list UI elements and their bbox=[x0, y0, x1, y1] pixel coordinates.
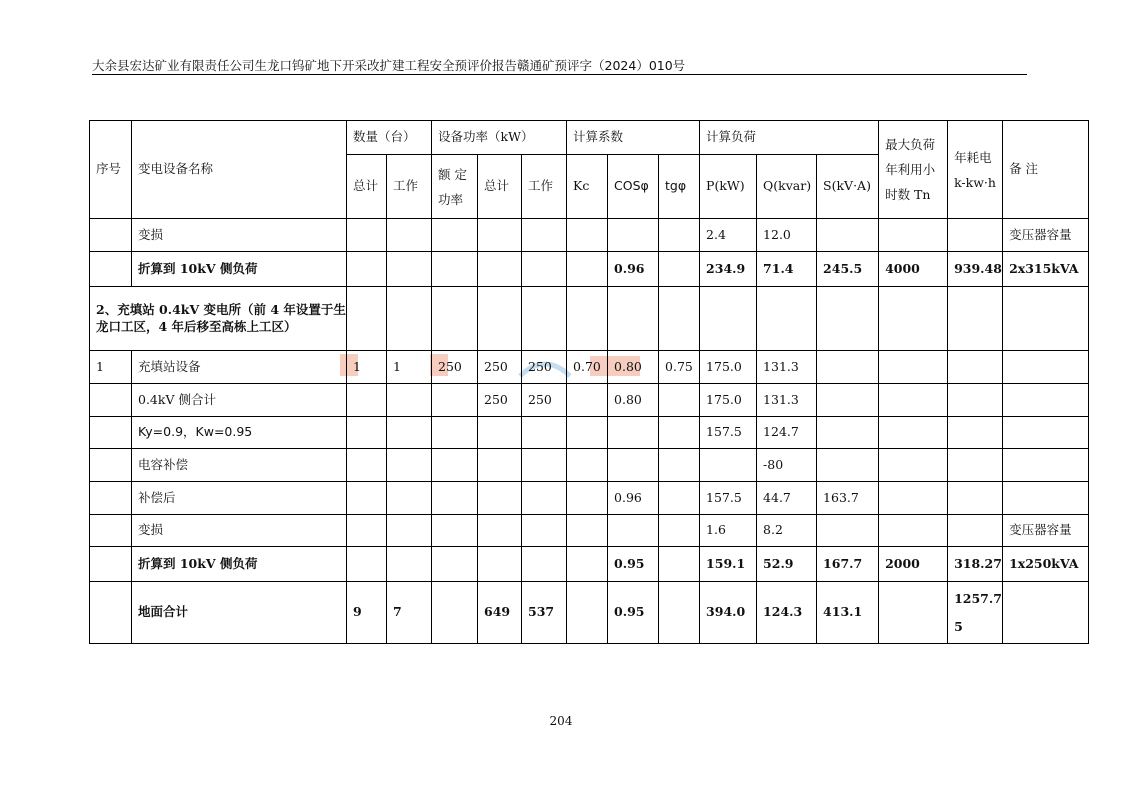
cell-power-total bbox=[478, 482, 522, 515]
table-row-total bbox=[90, 582, 1089, 644]
cell-remark bbox=[1003, 384, 1089, 417]
cell-qty-work bbox=[387, 252, 432, 287]
cell-power-rated bbox=[432, 219, 478, 252]
cell-tmax bbox=[879, 515, 948, 547]
cell-p: 2.4 bbox=[700, 219, 757, 252]
cell-kc bbox=[567, 252, 608, 287]
empty-cell bbox=[817, 287, 879, 351]
cell-q: 71.4 bbox=[757, 252, 817, 287]
cell-s: 163.7 bbox=[817, 482, 879, 515]
cell-qty-total bbox=[347, 515, 387, 547]
cell-power-total bbox=[478, 219, 522, 252]
col-header-power-rated: 额 定 功率 bbox=[432, 155, 478, 219]
col-header-cos: COSφ bbox=[608, 155, 659, 219]
empty-cell bbox=[432, 287, 478, 351]
cell-tg bbox=[659, 547, 700, 582]
empty-cell bbox=[757, 287, 817, 351]
cell-qty-total: 1 bbox=[347, 351, 387, 384]
cell-qty-total bbox=[347, 384, 387, 417]
cell-qty-total bbox=[347, 449, 387, 482]
cell-power-rated bbox=[432, 515, 478, 547]
cell-kc: 0.70 bbox=[567, 351, 608, 384]
cell-cos bbox=[608, 515, 659, 547]
cell-tg bbox=[659, 219, 700, 252]
empty-cell bbox=[387, 287, 432, 351]
cell-q: 44.7 bbox=[757, 482, 817, 515]
cell-tmax: 4000 bbox=[879, 252, 948, 287]
empty-cell bbox=[1003, 287, 1089, 351]
section-row bbox=[90, 287, 1089, 351]
empty-cell bbox=[567, 287, 608, 351]
cell-power-work bbox=[522, 547, 567, 582]
cell-name: 充填站设备 bbox=[132, 351, 347, 384]
col-header-qty: 数量（台） bbox=[347, 121, 432, 155]
cell-power-rated bbox=[432, 482, 478, 515]
cell-energy bbox=[948, 449, 1003, 482]
cell-p bbox=[700, 449, 757, 482]
cell-p: 234.9 bbox=[700, 252, 757, 287]
cell-s bbox=[817, 219, 879, 252]
cell-kc bbox=[567, 384, 608, 417]
col-header-energy: 年耗电 k-kw·h bbox=[948, 121, 1003, 219]
cell-no bbox=[90, 515, 132, 547]
col-header-power-work: 工作 bbox=[522, 155, 567, 219]
cell-power-work bbox=[522, 515, 567, 547]
cell-power-work bbox=[522, 482, 567, 515]
cell-power-work bbox=[522, 252, 567, 287]
cell-remark: 变压器容量 bbox=[1003, 515, 1089, 547]
cell-kc bbox=[567, 417, 608, 449]
cell-energy bbox=[948, 351, 1003, 384]
cell-tmax bbox=[879, 219, 948, 252]
col-header-qty-total: 总计 bbox=[347, 155, 387, 219]
cell-power-work bbox=[522, 219, 567, 252]
header-divider bbox=[92, 74, 1027, 75]
cell-cos bbox=[608, 417, 659, 449]
cell-remark bbox=[1003, 582, 1089, 644]
cell-tmax bbox=[879, 417, 948, 449]
table-row bbox=[90, 351, 1089, 384]
cell-tmax bbox=[879, 384, 948, 417]
cell-no bbox=[90, 547, 132, 582]
cell-qty-total bbox=[347, 547, 387, 582]
table-row bbox=[90, 252, 1089, 287]
cell-power-rated bbox=[432, 547, 478, 582]
cell-qty-work bbox=[387, 417, 432, 449]
cell-s bbox=[817, 417, 879, 449]
cell-p: 175.0 bbox=[700, 384, 757, 417]
empty-cell bbox=[948, 287, 1003, 351]
cell-q: 8.2 bbox=[757, 515, 817, 547]
cell-power-work bbox=[522, 449, 567, 482]
cell-p: 1.6 bbox=[700, 515, 757, 547]
cell-power-total bbox=[478, 449, 522, 482]
cell-name: 变损 bbox=[132, 219, 347, 252]
table-row bbox=[90, 482, 1089, 515]
col-header-name: 变电设备名称 bbox=[132, 121, 347, 219]
cell-tmax bbox=[879, 449, 948, 482]
cell-cos: 0.96 bbox=[608, 482, 659, 515]
col-header-power: 设备功率（kW） bbox=[432, 121, 567, 155]
col-header-kc: Kc bbox=[567, 155, 608, 219]
cell-s bbox=[817, 351, 879, 384]
cell-tg bbox=[659, 417, 700, 449]
cell-kc bbox=[567, 547, 608, 582]
cell-q: 131.3 bbox=[757, 384, 817, 417]
cell-tmax bbox=[879, 482, 948, 515]
cell-q: 52.9 bbox=[757, 547, 817, 582]
cell-cos: 0.95 bbox=[608, 547, 659, 582]
cell-q: 124.3 bbox=[757, 582, 817, 644]
col-header-tmax: 最大负荷年利用小时数 Tn bbox=[879, 121, 948, 219]
cell-p: 175.0 bbox=[700, 351, 757, 384]
cell-s bbox=[817, 449, 879, 482]
col-header-q: Q(kvar) bbox=[757, 155, 817, 219]
cell-kc bbox=[567, 582, 608, 644]
cell-energy: 1257.75 bbox=[948, 582, 1003, 644]
cell-name: 电容补偿 bbox=[132, 449, 347, 482]
cell-no bbox=[90, 582, 132, 644]
cell-kc bbox=[567, 449, 608, 482]
cell-tg bbox=[659, 252, 700, 287]
cell-s bbox=[817, 515, 879, 547]
cell-cos bbox=[608, 449, 659, 482]
col-header-qty-work: 工作 bbox=[387, 155, 432, 219]
cell-name: 补偿后 bbox=[132, 482, 347, 515]
cell-kc bbox=[567, 219, 608, 252]
cell-tg bbox=[659, 384, 700, 417]
cell-qty-work bbox=[387, 547, 432, 582]
cell-p: 394.0 bbox=[700, 582, 757, 644]
cell-qty-total bbox=[347, 482, 387, 515]
col-header-p: P(kW) bbox=[700, 155, 757, 219]
cell-cos: 0.80 bbox=[608, 351, 659, 384]
cell-name: Ky=0.9，Kw=0.95 bbox=[132, 417, 347, 449]
cell-name: 折算到 10kV 侧负荷 bbox=[132, 547, 347, 582]
table-row bbox=[90, 384, 1089, 417]
col-header-remark: 备 注 bbox=[1003, 121, 1089, 219]
cell-q: 124.7 bbox=[757, 417, 817, 449]
cell-kc bbox=[567, 482, 608, 515]
empty-cell bbox=[659, 287, 700, 351]
cell-energy bbox=[948, 219, 1003, 252]
cell-tg bbox=[659, 515, 700, 547]
cell-remark bbox=[1003, 351, 1089, 384]
col-header-coef: 计算系数 bbox=[567, 121, 700, 155]
cell-qty-work bbox=[387, 515, 432, 547]
cell-s: 413.1 bbox=[817, 582, 879, 644]
cell-power-rated: 250 bbox=[432, 351, 478, 384]
table-row bbox=[90, 449, 1089, 482]
cell-power-total: 250 bbox=[478, 351, 522, 384]
cell-no bbox=[90, 384, 132, 417]
cell-power-work: 537 bbox=[522, 582, 567, 644]
cell-qty-work bbox=[387, 384, 432, 417]
cell-no bbox=[90, 252, 132, 287]
table-row bbox=[90, 417, 1089, 449]
cell-name: 折算到 10kV 侧负荷 bbox=[132, 252, 347, 287]
cell-tmax: 2000 bbox=[879, 547, 948, 582]
cell-kc bbox=[567, 515, 608, 547]
cell-p: 159.1 bbox=[700, 547, 757, 582]
cell-cos: 0.95 bbox=[608, 582, 659, 644]
col-header-load: 计算负荷 bbox=[700, 121, 879, 155]
table-row bbox=[90, 219, 1089, 252]
table-header-row bbox=[90, 121, 1089, 155]
cell-power-total bbox=[478, 515, 522, 547]
cell-no bbox=[90, 219, 132, 252]
cell-energy bbox=[948, 384, 1003, 417]
cell-energy bbox=[948, 515, 1003, 547]
cell-power-rated bbox=[432, 252, 478, 287]
col-header-tg: tgφ bbox=[659, 155, 700, 219]
cell-qty-work bbox=[387, 449, 432, 482]
cell-qty-total: 9 bbox=[347, 582, 387, 644]
cell-p: 157.5 bbox=[700, 417, 757, 449]
cell-power-total bbox=[478, 547, 522, 582]
cell-no: 1 bbox=[90, 351, 132, 384]
cell-name: 变损 bbox=[132, 515, 347, 547]
cell-remark: 2x315kVA bbox=[1003, 252, 1089, 287]
cell-qty-work: 7 bbox=[387, 582, 432, 644]
cell-cos bbox=[608, 219, 659, 252]
empty-cell bbox=[879, 287, 948, 351]
load-calculation-table bbox=[89, 120, 1089, 644]
cell-qty-work bbox=[387, 219, 432, 252]
table-row bbox=[90, 547, 1089, 582]
empty-cell bbox=[700, 287, 757, 351]
cell-tmax bbox=[879, 582, 948, 644]
cell-s: 245.5 bbox=[817, 252, 879, 287]
col-header-s: S(kV·A) bbox=[817, 155, 879, 219]
cell-qty-work: 1 bbox=[387, 351, 432, 384]
table-row bbox=[90, 515, 1089, 547]
cell-energy: 939.48 bbox=[948, 252, 1003, 287]
cell-power-work: 250 bbox=[522, 351, 567, 384]
empty-cell bbox=[522, 287, 567, 351]
cell-power-total: 649 bbox=[478, 582, 522, 644]
cell-remark bbox=[1003, 482, 1089, 515]
cell-tg: 0.75 bbox=[659, 351, 700, 384]
cell-tg bbox=[659, 482, 700, 515]
section-heading: 2、充填站 0.4kV 变电所（前 4 年设置于生龙口工区，4 年后移至高栋上工区） bbox=[90, 287, 347, 351]
cell-tmax bbox=[879, 351, 948, 384]
cell-remark: 1x250kVA bbox=[1003, 547, 1089, 582]
cell-power-work: 250 bbox=[522, 384, 567, 417]
cell-energy bbox=[948, 417, 1003, 449]
cell-cos: 0.80 bbox=[608, 384, 659, 417]
col-header-no: 序号 bbox=[90, 121, 132, 219]
cell-remark bbox=[1003, 417, 1089, 449]
cell-remark bbox=[1003, 449, 1089, 482]
cell-power-rated bbox=[432, 449, 478, 482]
cell-power-total bbox=[478, 417, 522, 449]
cell-name: 地面合计 bbox=[132, 582, 347, 644]
cell-qty-work bbox=[387, 482, 432, 515]
col-header-power-total: 总计 bbox=[478, 155, 522, 219]
cell-q: 131.3 bbox=[757, 351, 817, 384]
cell-qty-total bbox=[347, 252, 387, 287]
cell-power-rated bbox=[432, 384, 478, 417]
cell-energy: 318.27 bbox=[948, 547, 1003, 582]
empty-cell bbox=[347, 287, 387, 351]
cell-power-total bbox=[478, 252, 522, 287]
cell-no bbox=[90, 449, 132, 482]
cell-no bbox=[90, 417, 132, 449]
cell-power-rated bbox=[432, 582, 478, 644]
empty-cell bbox=[478, 287, 522, 351]
cell-p: 157.5 bbox=[700, 482, 757, 515]
cell-remark: 变压器容量 bbox=[1003, 219, 1089, 252]
cell-qty-total bbox=[347, 219, 387, 252]
cell-tg bbox=[659, 582, 700, 644]
page-number: 204 bbox=[549, 714, 573, 728]
empty-cell bbox=[608, 287, 659, 351]
cell-s bbox=[817, 384, 879, 417]
cell-no bbox=[90, 482, 132, 515]
cell-power-total: 250 bbox=[478, 384, 522, 417]
cell-cos: 0.96 bbox=[608, 252, 659, 287]
cell-q: -80 bbox=[757, 449, 817, 482]
cell-qty-total bbox=[347, 417, 387, 449]
cell-name: 0.4kV 侧合计 bbox=[132, 384, 347, 417]
document-header: 大余县宏达矿业有限责任公司生龙口钨矿地下开采改扩建工程安全预评价报告赣通矿预评字（2024）010号 bbox=[92, 58, 686, 73]
cell-q: 12.0 bbox=[757, 219, 817, 252]
cell-s: 167.7 bbox=[817, 547, 879, 582]
cell-energy bbox=[948, 482, 1003, 515]
cell-power-rated bbox=[432, 417, 478, 449]
cell-tg bbox=[659, 449, 700, 482]
cell-power-work bbox=[522, 417, 567, 449]
